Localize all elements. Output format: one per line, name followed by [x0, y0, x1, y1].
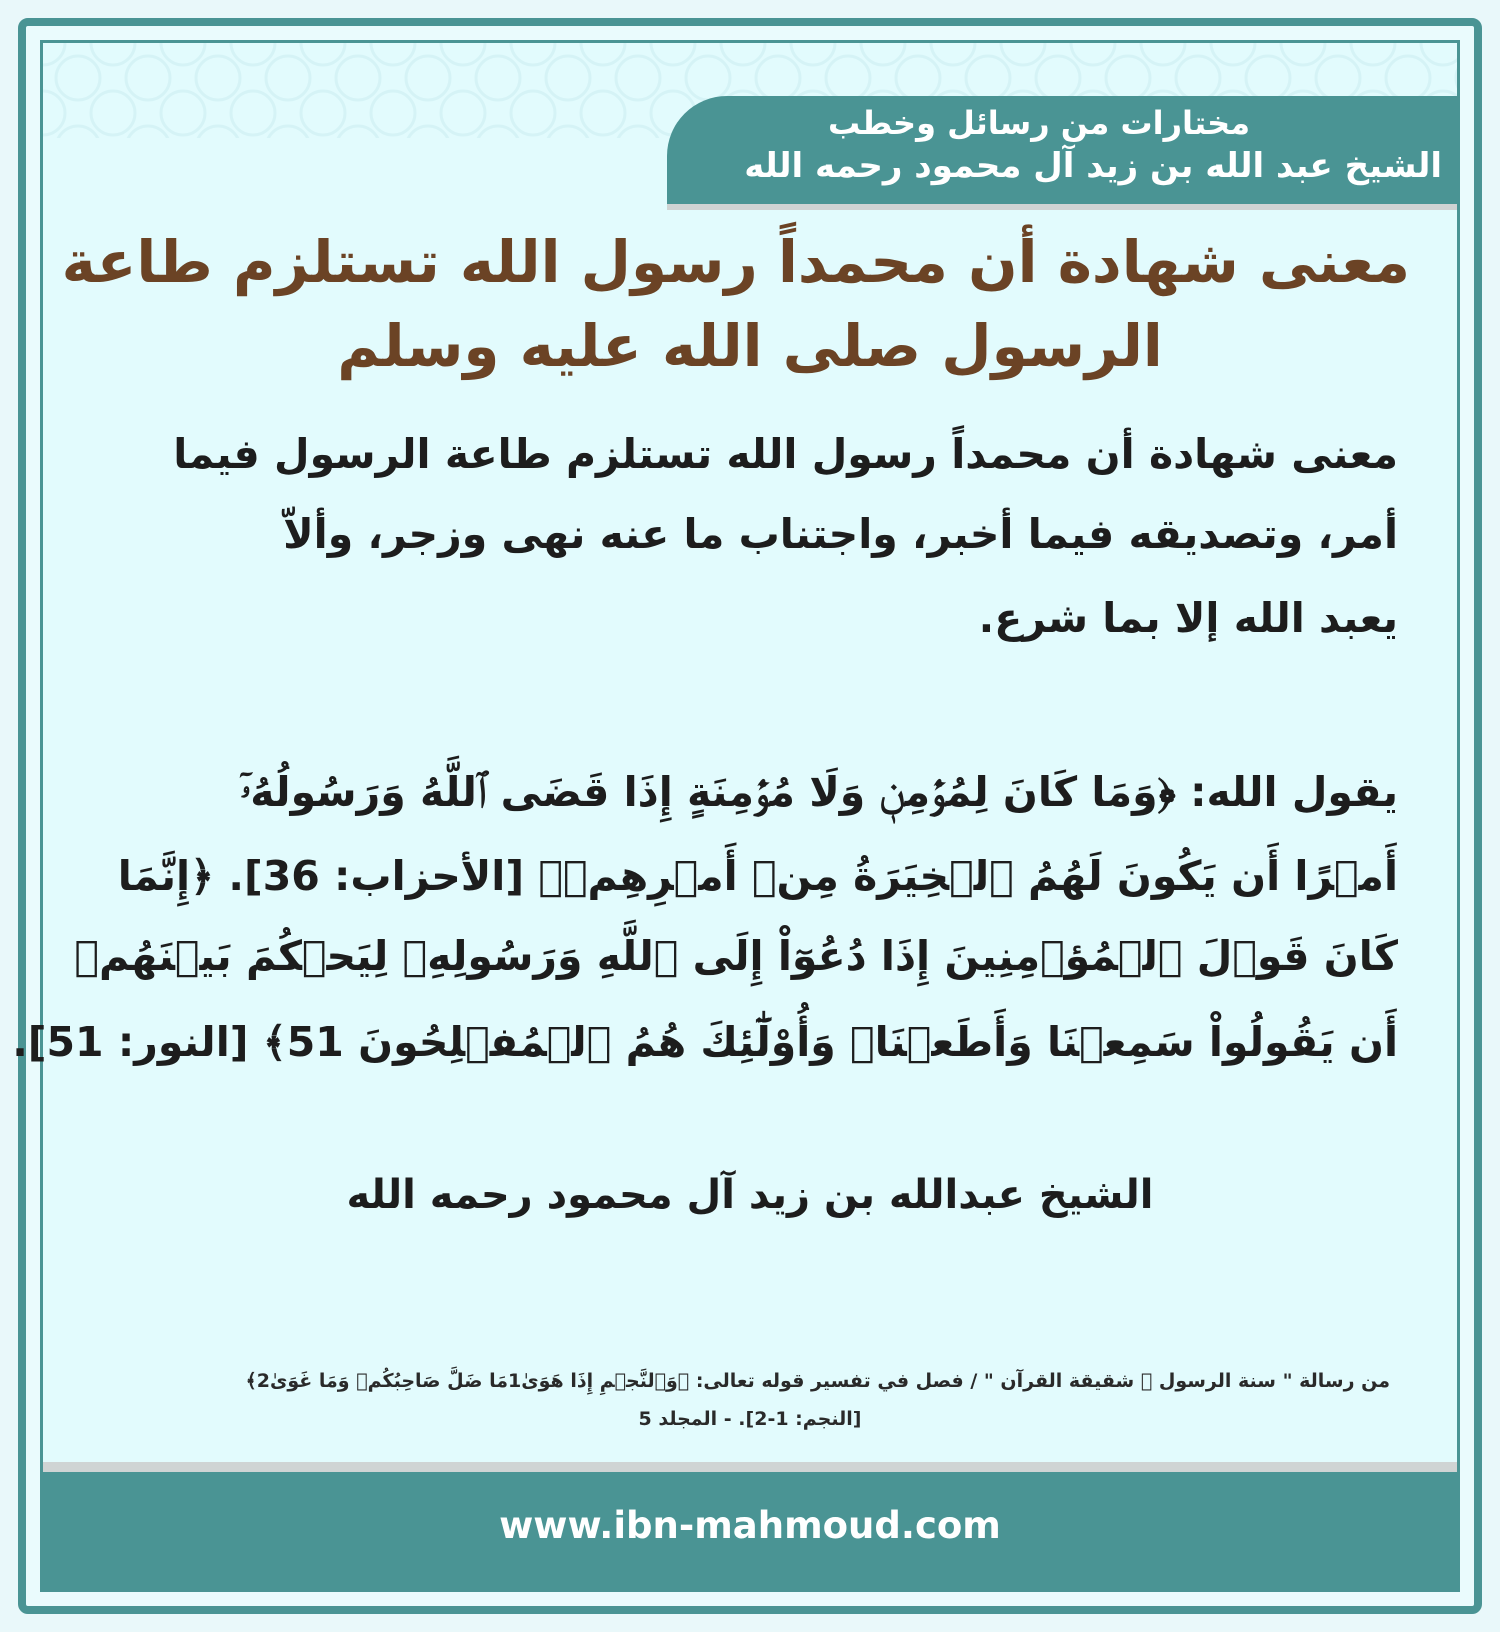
signature: الشيخ عبدالله بن زيد آل محمود رحمه الله — [346, 1172, 1154, 1218]
quran-quote-line-2: أَمۡرًا أَن يَكُونَ لَهُمُ ٱلۡخِيَرَةُ مِنۡ أَمۡرِهِمۡ﴾ [الأحزاب: 36]. ﴿إِنَّمَا — [117, 852, 1398, 900]
paragraph-1-line-1: معنى شهادة أن محمداً رسول الله تستلزم طاعة الرسول فيما — [173, 430, 1398, 478]
footer-shadow — [43, 1462, 1457, 1472]
paragraph-1-line-3: يعبد الله إلا بما شرع. — [978, 594, 1398, 642]
source-citation-line-2: [النجم: 1-2]. - المجلد 5 — [638, 1408, 862, 1430]
paragraph-1-line-2: أمر، وتصديقه فيما أخبر، واجتناب ما عنه نهى وزجر، وألاّ — [283, 510, 1398, 558]
main-title-line-2: الرسول صلى الله عليه وسلم — [337, 312, 1163, 380]
header-author: الشيخ عبد الله بن زيد آل محمود رحمه الله — [744, 146, 1442, 186]
source-citation-line-1: من رسالة " سنة الرسول ﷺ شقيقة القرآن " / فصل في تفسير قوله تعالى: ﴿وَٱلنَّجۡمِ إِذَا هَوَىٰ1مَا ضَلَّ صَاحِبُكُمۡ وَمَا غَوَىٰ2﴾ — [245, 1370, 1390, 1392]
main-title-line-1: معنى شهادة أن محمداً رسول الله تستلزم طاعة — [61, 228, 1410, 296]
website-link[interactable]: www.ibn-mahmoud.com — [499, 1504, 1001, 1547]
quran-quote-line-3: كَانَ قَوۡلَ ٱلۡمُؤۡمِنِينَ إِذَا دُعُوٓاْ إِلَى ٱللَّهِ وَرَسُولِهِۦ لِيَحۡكُمَ بَيۡنَهُمۡ — [74, 932, 1398, 980]
quran-quote-line-1: يقول الله: ﴿وَمَا كَانَ لِمُؤۡمِنٖ وَلَا مُؤۡمِنَةٍ إِذَا قَضَى ٱللَّهُ وَرَسُولُهُۥٓ — [240, 768, 1398, 816]
quran-quote-line-4: أَن يَقُولُواْ سَمِعۡنَا وَأَطَعۡنَاۚ وَأُوْلَٰٓئِكَ هُمُ ٱلۡمُفۡلِحُونَ 51﴾ [النور: 51]. — [12, 1018, 1398, 1066]
header-series-title: مختارات من رسائل وخطب — [827, 104, 1250, 142]
